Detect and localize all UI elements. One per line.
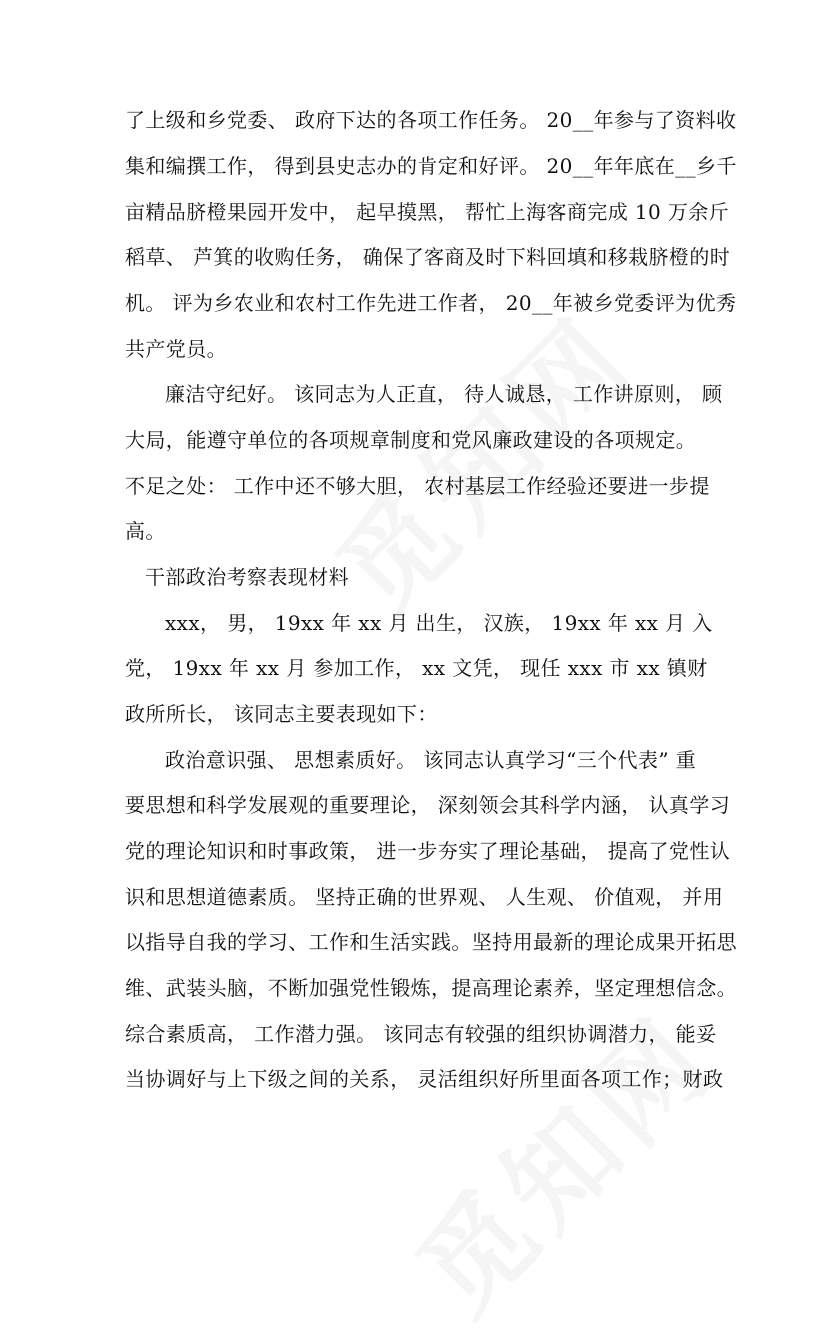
text-line: 政所所长， 该同志主要表现如下： (125, 702, 438, 726)
text-line: 机。 评为乡农业和农村工作先进工作者， 20__年被乡党委评为优秀 (125, 291, 737, 315)
text-line: 党的理论知识和时事政策， 进一步夯实了理论基础， 提高了党性认 (125, 839, 731, 863)
text-line: 识和思想道德素质。 坚持正确的世界观、 人生观、 价值观， 并用 (125, 885, 724, 909)
text-line: 集和编撰工作， 得到县史志办的肯定和好评。 20__年年底在__乡千 (125, 154, 737, 178)
text-line: 政治意识强、 思想素质好。 该同志认真学习“三个代表” 重 (165, 748, 697, 772)
text-line: 要思想和科学发展观的重要理论， 深刻领会其科学内涵， 认真学习 (125, 793, 731, 817)
text-line: xxx， 男， 19xx 年 xx 月 出生， 汉族， 19xx 年 xx 月 入 (165, 611, 713, 635)
text-line: 以指导自我的学习、工作和生活实践。坚持用最新的理论成果开拓思 (125, 930, 737, 954)
text-line: 大局，能遵守单位的各项规章制度和党风廉政建设的各项规定。 (125, 428, 697, 452)
text-line: 不足之处： 工作中还不够大胆， 农村基层工作经验还要进一步提 (125, 474, 710, 498)
text-line: 共产党员。 (125, 337, 227, 361)
text-line: 高。 (125, 519, 166, 543)
text-line: 了上级和乡党委、 政府下达的各项工作任务。 20__年参与了资料收 (125, 108, 737, 132)
text-line: 党， 19xx 年 xx 月 参加工作， xx 文凭， 现任 xxx 市 xx 镇财 (125, 656, 708, 680)
text-line: 综合素质高， 工作潜力强。 该同志有较强的组织协调潜力， 能妥 (125, 1022, 717, 1046)
section-heading: 干部政治考察表现材料 (145, 565, 349, 589)
text-line: 廉洁守纪好。 该同志为人正直， 待人诚恳， 工作讲原则， 顾 (165, 382, 723, 406)
text-line: 维、武装头脑，不断加强党性锻炼，提高理论素养，坚定理想信念。 (125, 976, 737, 1000)
text-line: 亩精品脐橙果园开发中， 起早摸黑， 帮忙上海客商完成 10 万余斤 (125, 200, 730, 224)
text-line: 当协调好与上下级之间的关系， 灵活组织好所里面各项工作；财政 (125, 1067, 724, 1091)
text-line: 稻草、 芦箕的收购任务， 确保了客商及时下料回填和移栽脐橙的时 (125, 245, 731, 269)
